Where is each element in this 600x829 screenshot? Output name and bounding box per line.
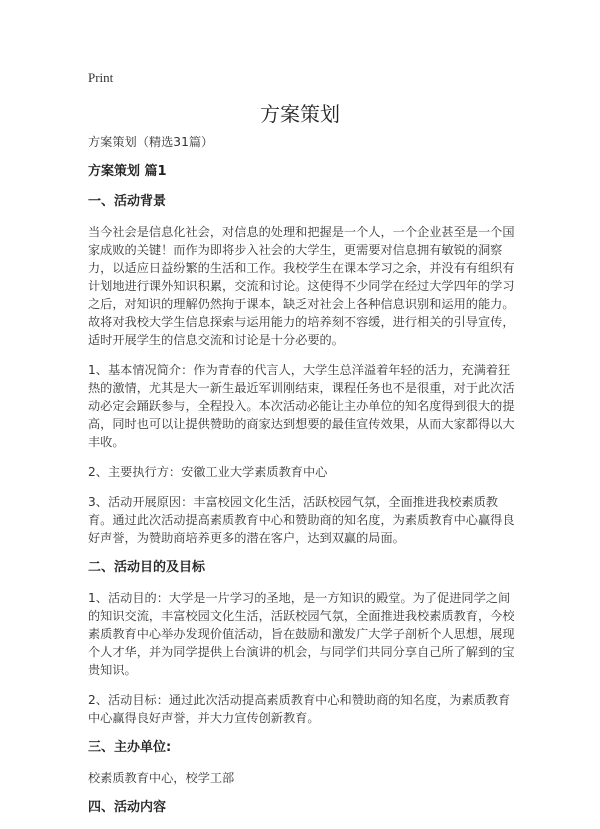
paragraph-organizers: 校素质教育中心，校学工部: [88, 771, 235, 785]
section-heading-background: 一、活动背景: [88, 194, 167, 209]
paragraph-intro: 1、基本情况简介：作为青春的代言人，大学生总洋溢着年轻的活力，充满着狂热的激情，尤其是大一新生最近军训刚结束，课程任务也不是很重，对于此次活动必定会踊跃参与，全程投入。本次活动必能让主办单位的知名度得到很大的提高，同时也可以让提供赞助的商家达到想要的最佳宣传效果，从而大家都得以大丰收。: [88, 363, 515, 449]
section-heading-content: 四、活动内容: [88, 800, 167, 815]
document-body: [88, 133, 518, 829]
print-link[interactable]: Print: [88, 70, 114, 85]
paragraph-executor: 2、主要执行方：安徽工业大学素质教育中心: [88, 465, 328, 479]
paragraph-background: 当今社会是信息化社会，对信息的处理和把握是一个人，一个企业甚至是一个国家成败的关键！而作为即将步入社会的大学生，更需要对信息拥有敏锐的洞察力，以适应日益纷繁的生活和工作。我校学生在课本学习之余，并没有有组织有计划地进行课外知识积累，交流和讨论。这使得不少同学在经过大学四年的学习之后，对知识的理解仍然拘于课本，缺乏对社会上各种信息识别和运用的能力。故将对我校大学生信息探索与运用能力的培养刻不容缓，进行相关的引导宣传，适时开展学生的信息交流和讨论是十分必要的。: [88, 225, 515, 347]
paragraph-purpose: 1、活动目的：大学是一片学习的圣地，是一方知识的殿堂。为了促进同学之间的知识交流，丰富校园文化生活，活跃校园气氛，全面推进我校素质教育，今校素质教育中心举办发现价值活动，旨在鼓励和激发广大学子剖析个人思想，展现个人才华，并为同学提供上台演讲的机会，与同学们共同分享自己所了解到的宝贵知识。: [88, 591, 515, 677]
paragraph-reason: 3、活动开展原因：丰富校园文化生活，活跃校园气氛，全面推进我校素质教育。通过此次活动提高素质教育中心和赞助商的知名度，为素质教育中心赢得良好声誉，为赞助商培养更多的潜在客户，达到双赢的局面。: [88, 495, 515, 545]
section-heading-organizers: 三、主办单位:: [88, 740, 172, 755]
page-title: 方案策划: [260, 102, 340, 126]
document-subtitle: 方案策划（精选31篇）: [88, 135, 214, 149]
part-heading: 方案策划 篇1: [88, 164, 167, 179]
paragraph-goal: 2、活动目标：通过此次活动提高素质教育中心和赞助商的知名度，为素质教育中心赢得良好声誉，并大力宣传创新教育。: [88, 693, 511, 725]
section-heading-purpose: 二、活动目的及目标: [88, 560, 206, 575]
